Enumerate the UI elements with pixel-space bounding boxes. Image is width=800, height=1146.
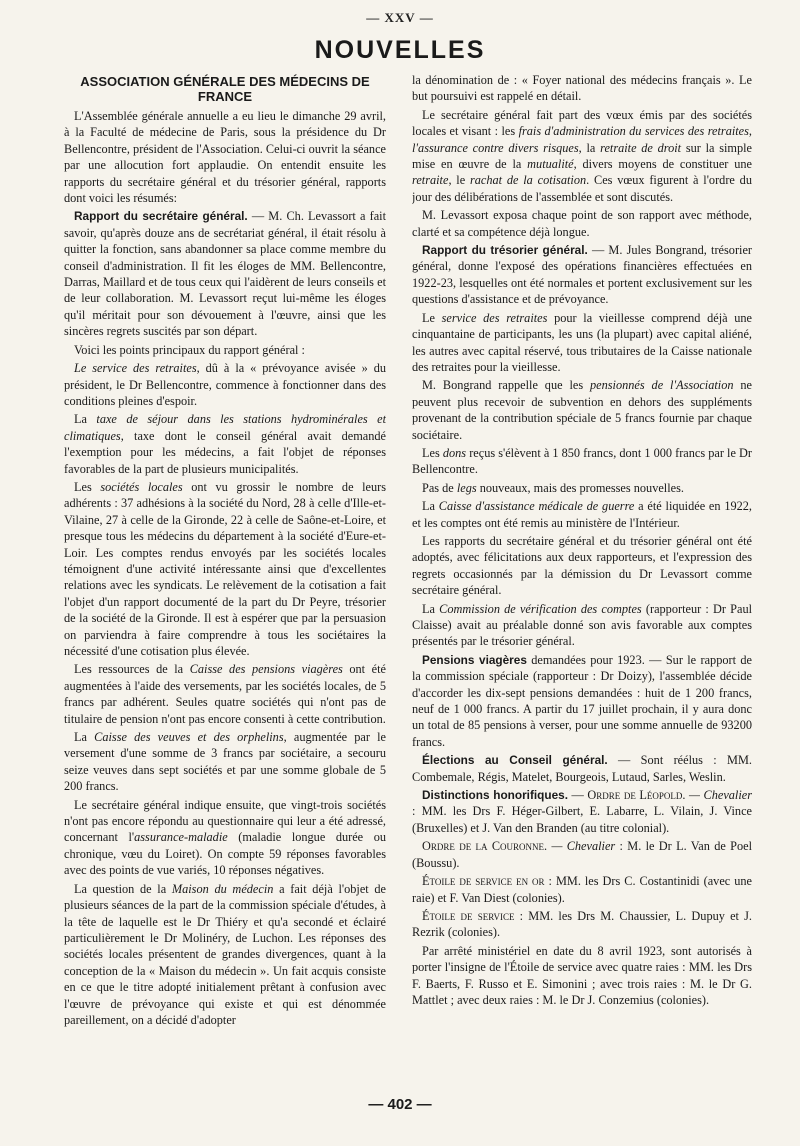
subheading: Rapport du secrétaire général.	[74, 209, 248, 224]
paragraph: Le secrétaire général indique ensuite, que vingt-trois sociétés n'ont pas encore répondu au questionnaire qui leur a été adressé, concernant l'assurance-maladie (maladie longue durée ou chronique, vœu du Loiret). On compte 59 réponses favorables avec des points de vue variés, 10 réponses négatives.	[64, 797, 386, 878]
subheading: Élections au Conseil général.	[422, 753, 608, 768]
paragraph: L'Assemblée générale annuelle a eu lieu le dimanche 29 avril, à la Faculté de médecine de Paris, sous la présidence du Dr Bellencontre, président de l'Association. Celui-ci ouvrit la séance par une allocution fort applaudie. On entendit ensuite les rapports du secrétaire général et du trésorier général, rapports dont voici les résumés:	[64, 109, 386, 206]
paragraph: Rapport du trésorier général. — M. Jules Bongrand, trésorier général, donne l'exposé des opérations financières effectuées en 1922-23, lesquelles ont été normales et portent exclusivement sur les questions d'assistance et de prévoyance.	[412, 243, 752, 307]
subheading: Distinctions honorifiques.	[422, 788, 568, 803]
paragraph: Les rapports du secrétaire général et du trésorier général ont été adoptés, avec félicitations aux deux rapporteurs, et l'expression des regrets occasionnés par la démission du Dr Levassort comme secrétaire général.	[412, 533, 752, 598]
paragraph: La Caisse des veuves et des orphelins, augmentée par le versement d'une somme de 3 francs par sociétaire, a secouru seize veuves dans sept sociétés et par une somme globale de 5 200 francs.	[64, 730, 386, 794]
paragraph: Voici les points principaux du rapport général :	[74, 342, 305, 357]
paragraph: La Caisse d'assistance médicale de guerre a été liquidée en 1922, et les comptes ont été remis au ministère de l'Intérieur.	[412, 499, 752, 530]
section-title: NOUVELLES	[314, 36, 486, 64]
paragraph: Les dons reçus s'élèvent à 1 850 francs, dont 1 000 francs par le Dr Bellencontre.	[412, 445, 752, 477]
article-title: ASSOCIATION GÉNÉRALE DES MÉDECINS DE FRANCE	[80, 74, 370, 104]
paragraph: Ordre de la Couronne. — Chevalier : M. le Dr L. Van de Poel (Boussu).	[412, 839, 752, 870]
paragraph: Élections au Conseil général. — Sont réélus : MM. Combemale, Régis, Matelet, Bourgeois, Lutaud, Sarles, Weslin.	[412, 753, 752, 784]
running-head: — XXV —	[366, 10, 434, 25]
paragraph: Les ressources de la Caisse des pensions viagères ont été augmentées à l'aide des versements, par les sociétés locales, de 5 francs par adhérent. Seules quatre sociétés qui n'ont pas de titulaire de pension n'ont pas encore consenti à cette contribution.	[64, 662, 386, 726]
paragraph: Pensions viagères demandées pour 1923. — Sur le rapport de la commission spéciale (rapporteur : Dr Doizy), l'assemblée décide d'accorder les dix-sept pensions demandées : huit de 1 200 francs, neuf de 1 000 francs. A partir du 17 juillet prochain, il y aura donc un total de 85 pensions à verser, pour une somme annuelle de 93200 francs.	[412, 652, 752, 749]
paragraph: la dénomination de : « Foyer national des médecins français ». Le but poursuivi est rappelé en détail.	[412, 73, 752, 104]
subheading: Pensions viagères	[422, 652, 527, 667]
paragraph: M. Levassort exposa chaque point de son rapport avec méthode, clarté et sa compétence déjà longue.	[412, 208, 752, 239]
paragraph: Le secrétaire général fait part des vœux émis par des sociétés locales et visant : les frais d'administration du services des retraites, l'assurance contre divers risques, la retraite de droit sur la simple mise en œuvre de la mutualité, divers moyens de constituer une retraite, le rachat de la cotisation. Ces vœux figurent à l'ordre du jour des délibérations de l'assemblée et sont discutés.	[412, 107, 752, 204]
paragraph: Étoile de service en or : MM. les Drs C. Costantinidi (avec une raie) et F. Van Diest (colonies).	[412, 874, 752, 905]
paragraph: La taxe de séjour dans les stations hydrominérales et climatiques, taxe dont le conseil général avait demandé l'exemption pour les médecins, a fait l'objet de réponses favorables de la part de plusieurs municipalités.	[64, 412, 386, 476]
paragraph: Rapport du secrétaire général. — M. Ch. Levassort a fait savoir, qu'après douze ans de secrétariat général, il était résolu à quitter la fonction, sans abandonner sa place comme membre du conseil d'administration. Il fit les éloges de MM. Bellencontre, Darras, Maillard et de tous ceux qui l'aidèrent de leurs conseils et de leur collaboration. M. Levassort reçut lui-même les éloges qu'il méritait pour son dévouement à l'œuvre, ainsi que les sincères regrets suscités par son départ.	[64, 209, 386, 339]
page-number: — 402 —	[368, 1096, 432, 1113]
paragraph: Étoile de service : MM. les Drs M. Chaussier, L. Dupuy et J. Rezrik (colonies).	[412, 908, 752, 940]
paragraph: La Commission de vérification des comptes (rapporteur : Dr Paul Claisse) avait au préalable donné son avis favorable aux comptes présentés par le trésorier général.	[412, 601, 752, 649]
paragraph: Les sociétés locales ont vu grossir le nombre de leurs adhérents : 37 adhésions à la société du Nord, 28 à celle d'Ille-et-Vilaine, 27 à celle de la Gironde, 22 à celle de Saône-et-Loire, et presque tous les médecins du département à la société d'Eure-et-Loir. Les comptes rendus envoyés par les sociétés locales témoignent d'une activité intéressante ainsi que d'excellentes relations avec les syndicats. Le relèvement de la cotisation a fait l'objet d'un rapport documenté de la part du Dr Peyre, trésorier de la société de la Gironde. Il est à espérer que par la persuasion on parviendra à faire comprendre à tous les sociétaires la nécessité d'une cotisation plus élevée.	[64, 479, 386, 658]
paragraph: M. Bongrand rappelle que les pensionnés de l'Association ne peuvent plus recevoir de subvention en dehors des suppléments provenant de la contribution spéciale de 5 francs fournie par chaque sociétaire.	[412, 378, 752, 442]
subheading: Rapport du trésorier général.	[422, 243, 588, 258]
paragraph: Le service des retraites pour la vieillesse comprend déjà une cinquantaine de participants, les uns (la plupart) avec capital aliéné, les autres avec capital réservé, tous tributaires de la Caisse nationale des retraites pour la vieillesse.	[412, 310, 752, 374]
right-column	[412, 72, 752, 1092]
left-column	[64, 72, 386, 1092]
paragraph: Distinctions honorifiques. — Ordre de Léopold. — Chevalier : MM. les Drs F. Héger-Gilbert, E. Labarre, L. Vilain, J. Vince (Bruxelles) et J. Van den Branden (au titre colonial).	[412, 788, 752, 835]
paragraph: Pas de legs nouveaux, mais des promesses nouvelles.	[422, 480, 684, 495]
paragraph: Le service des retraites, dû à la « prévoyance avisée » du président, le Dr Bellencontre, commence à fonctionner dans des conditions pleines d'espoir.	[64, 361, 386, 408]
paragraph: La question de la Maison du médecin a fait déjà l'objet de plusieurs séances de la part de la commission spéciale d'études, à la tête de laquelle est le Dr Thiéry et qu'a secondé et éclairé particulièrement le Dr Molinéry, de Luchon. Les réponses des sociétés locales présentent de grandes divergences, quant à la conception de la « Maison du médecin ». Un fait acquis consiste en ce que le titre adopté initialement prêtant à confusion avec l'œuvre de prévoyance qui existe et qui est dénommée pareillement, on a décidé d'adopter	[64, 881, 386, 1027]
paragraph: Par arrêté ministériel en date du 8 avril 1923, sont autorisés à porter l'insigne de l'Étoile de service avec quatre raies : MM. les Drs F. Baerts, F. Russo et E. Simonini ; avec trois raies : M. le Dr G. Mattlet ; avec deux raies : M. le Dr J. Conzemius (colonies).	[412, 943, 752, 1007]
